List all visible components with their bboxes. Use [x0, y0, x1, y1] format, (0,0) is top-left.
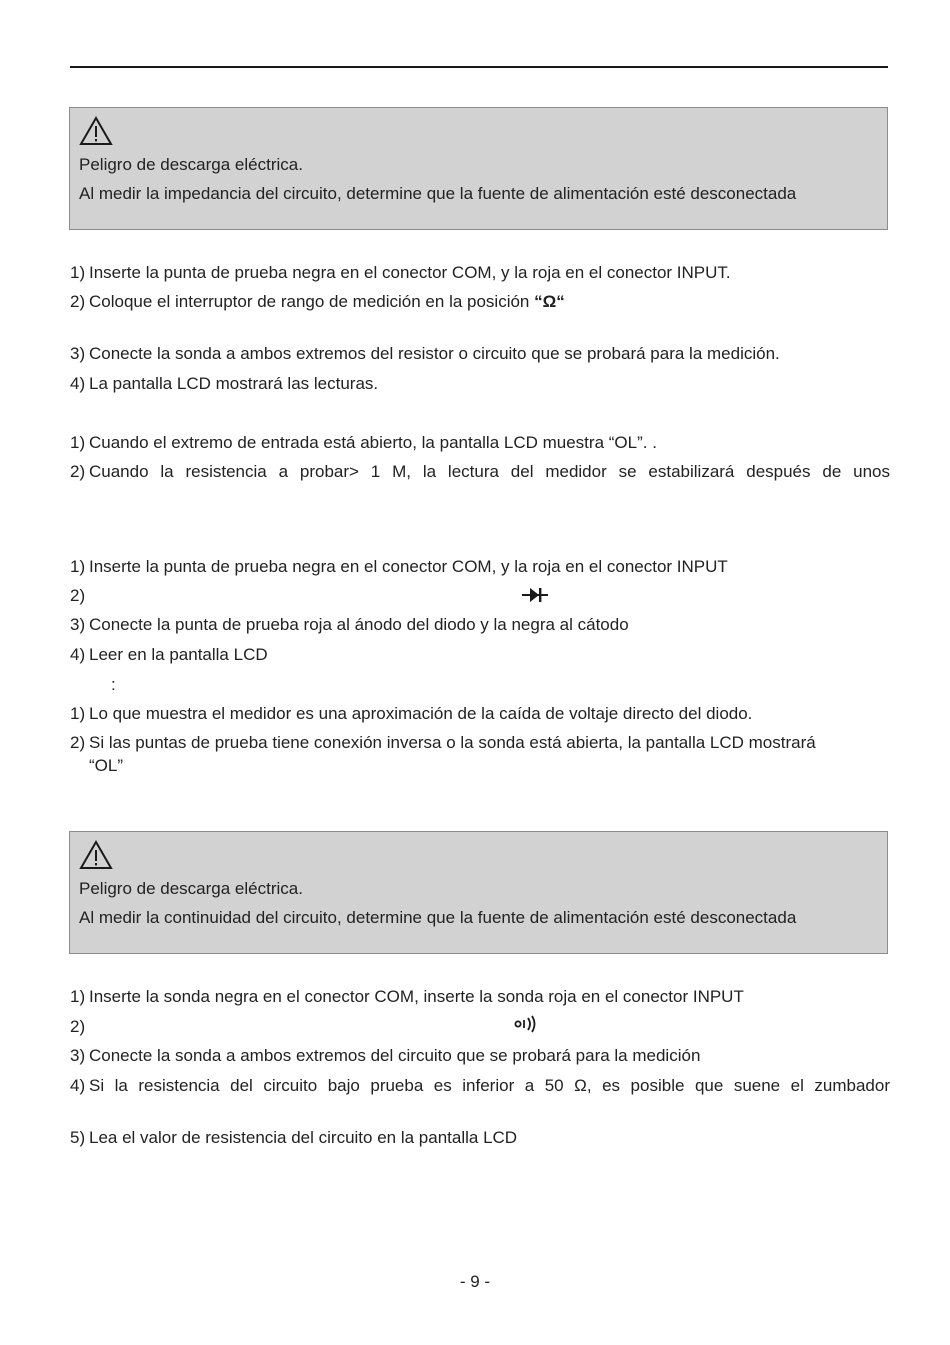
item-number: 1) — [70, 557, 86, 576]
item-text: Lo que muestra el medidor es una aproximación de la caída de voltaje directo del diodo. — [89, 704, 753, 723]
list-item — [70, 262, 890, 284]
item-text: Cuando el extremo de entrada está abierto, la pantalla LCD muestra “OL”. . — [89, 433, 657, 452]
item-number: 3) — [70, 1046, 86, 1065]
item-text: Si las puntas de prueba tiene conexión inversa o la sonda está abierta, la pantalla LCD mostrará — [89, 733, 816, 752]
item-text: Lea el valor de resistencia del circuito en la pantalla LCD — [89, 1128, 518, 1147]
item-text: Inserte la punta de prueba negra en el conector COM, y la roja en el conector INPUT. — [89, 263, 731, 282]
warning-line-1: Peligro de descarga eléctrica. — [79, 879, 303, 898]
warning-triangle-icon — [79, 116, 113, 146]
list-item — [70, 1075, 890, 1097]
diode-symbol-icon — [522, 586, 548, 609]
item-number: 4) — [70, 1076, 86, 1095]
list-item — [70, 986, 890, 1008]
item-number: 3) — [70, 344, 86, 363]
item-number: 2) — [70, 462, 86, 481]
item-text: Inserte la sonda negra en el conector COM, inserte la sonda roja en el conector INPUT — [89, 987, 744, 1006]
list-item — [70, 703, 890, 725]
header-rule — [70, 66, 888, 68]
warning-triangle-icon — [79, 840, 113, 870]
list-item — [70, 1045, 890, 1067]
list-item — [70, 1016, 890, 1038]
warning-line-2: Al medir la continuidad del circuito, determine que la fuente de alimentación esté desconectada — [79, 908, 797, 927]
item-number: 5) — [70, 1128, 86, 1147]
list-item — [70, 373, 890, 395]
list-item — [70, 432, 890, 454]
item-text: Si la resistencia del circuito bajo prueba es inferior a 50 Ω, es posible que suene el zumbador — [89, 1076, 890, 1095]
item-number: 1) — [70, 263, 86, 282]
warning-box-impedance — [69, 107, 888, 230]
item-number: 1) — [70, 987, 86, 1006]
list-item — [70, 1127, 890, 1149]
continuity-buzzer-icon — [514, 1014, 540, 1039]
item-text: Conecte la sonda a ambos extremos del resistor o circuito que se probará para la medición. — [89, 344, 780, 363]
item-number: 2) — [70, 586, 86, 605]
item-number: 4) — [70, 374, 86, 393]
note-colon: : — [111, 675, 116, 694]
list-item — [70, 343, 890, 365]
warning-line-2: Al medir la impedancia del circuito, determine que la fuente de alimentación esté desconectada — [79, 184, 797, 203]
list-item — [70, 461, 890, 483]
item-number: 2) — [70, 1017, 86, 1036]
item-number: 4) — [70, 645, 86, 664]
list-item — [70, 556, 890, 578]
item-text: Leer en la pantalla LCD — [89, 645, 268, 664]
item-text: Conecte la punta de prueba roja al ánodo del diodo y la negra al cátodo — [89, 615, 629, 634]
item-continuation: “OL” — [89, 756, 123, 775]
list-item — [70, 585, 890, 607]
warning-box-continuity — [69, 831, 888, 954]
item-text: Coloque el interruptor de rango de medición en la posición — [89, 292, 535, 311]
item-number: 1) — [70, 433, 86, 452]
item-number: 2) — [70, 292, 86, 311]
item-number: 2) — [70, 733, 86, 752]
list-item — [70, 614, 890, 636]
warning-line-1: Peligro de descarga eléctrica. — [79, 155, 303, 174]
item-text: Cuando la resistencia a probar> 1 M, la lectura del medidor se estabilizará después de unos — [89, 462, 890, 481]
item-text: Conecte la sonda a ambos extremos del circuito que se probará para la medición — [89, 1046, 701, 1065]
item-text: Inserte la punta de prueba negra en el conector COM, y la roja en el conector INPUT — [89, 557, 728, 576]
item-number: 1) — [70, 704, 86, 723]
list-item — [70, 644, 890, 666]
item-text: La pantalla LCD mostrará las lecturas. — [89, 374, 379, 393]
page-number: - 9 - — [459, 1272, 491, 1291]
list-item — [70, 291, 890, 313]
list-item — [70, 732, 890, 754]
item-number: 3) — [70, 615, 86, 634]
ohm-symbol: “Ω“ — [534, 292, 565, 311]
